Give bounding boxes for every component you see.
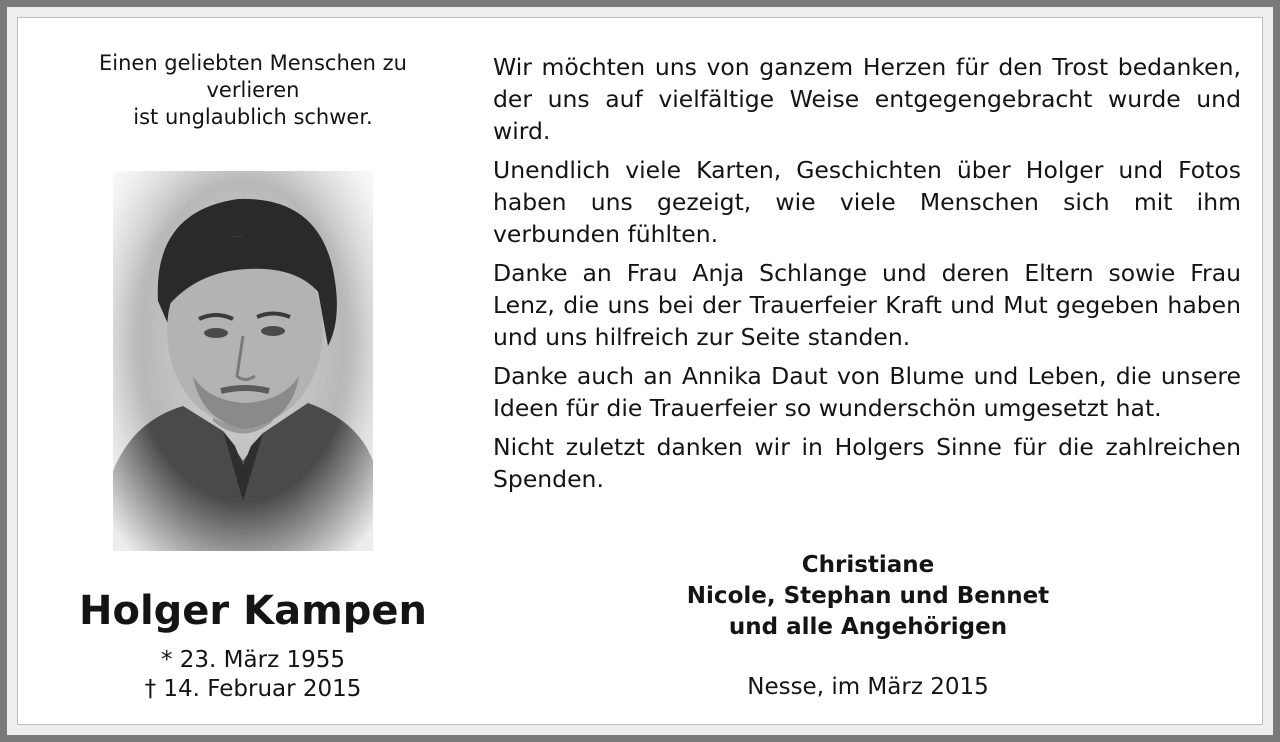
- paragraph: Danke an Frau Anja Schlange und deren Eltern sowie Frau Lenz, die uns bei der Trauerfeier Kraft und Mut gegeben haben und uns hilfreich zur Seite standen.: [493, 259, 1241, 351]
- portrait-illustration: [113, 171, 373, 551]
- signer-line: und alle Angehörigen: [728, 614, 1008, 640]
- signer-line: Christiane: [801, 552, 935, 578]
- birth-date: * 23. März 1955: [160, 647, 345, 673]
- motto: [58, 50, 448, 131]
- deceased-name: Holger Kampen: [79, 588, 427, 634]
- paragraph: Wir möchten uns von ganzem Herzen für den Trost bedanken, der uns auf vielfältige Weise entgegengebracht wurde und wird.: [493, 53, 1241, 145]
- motto-line: verlieren: [206, 78, 300, 102]
- motto-line: ist unglaublich schwer.: [133, 105, 373, 129]
- signer-line: Nicole, Stephan und Bennet: [686, 583, 1050, 609]
- paragraph: Unendlich viele Karten, Geschichten über Holger und Fotos haben uns gezeigt, wie viele Menschen sich mit ihm verbunden fühlten.: [493, 156, 1241, 248]
- outer-frame: [7, 7, 1273, 735]
- thank-you-text: [493, 51, 1241, 502]
- life-dates: [58, 646, 448, 704]
- paragraph: Danke auch an Annika Daut von Blume und Leben, die unsere Ideen für die Trauerfeier so wunderschön umgesetzt hat.: [493, 362, 1241, 422]
- death-date: † 14. Februar 2015: [144, 676, 362, 702]
- portrait-photo: [113, 171, 373, 551]
- place-date: Nesse, im März 2015: [747, 674, 989, 700]
- obituary-card: [17, 17, 1263, 725]
- motto-line: Einen geliebten Menschen zu: [98, 51, 407, 75]
- signers: [578, 550, 1158, 643]
- paragraph: Nicht zuletzt danken wir in Holgers Sinne für die zahlreichen Spenden.: [493, 433, 1241, 493]
